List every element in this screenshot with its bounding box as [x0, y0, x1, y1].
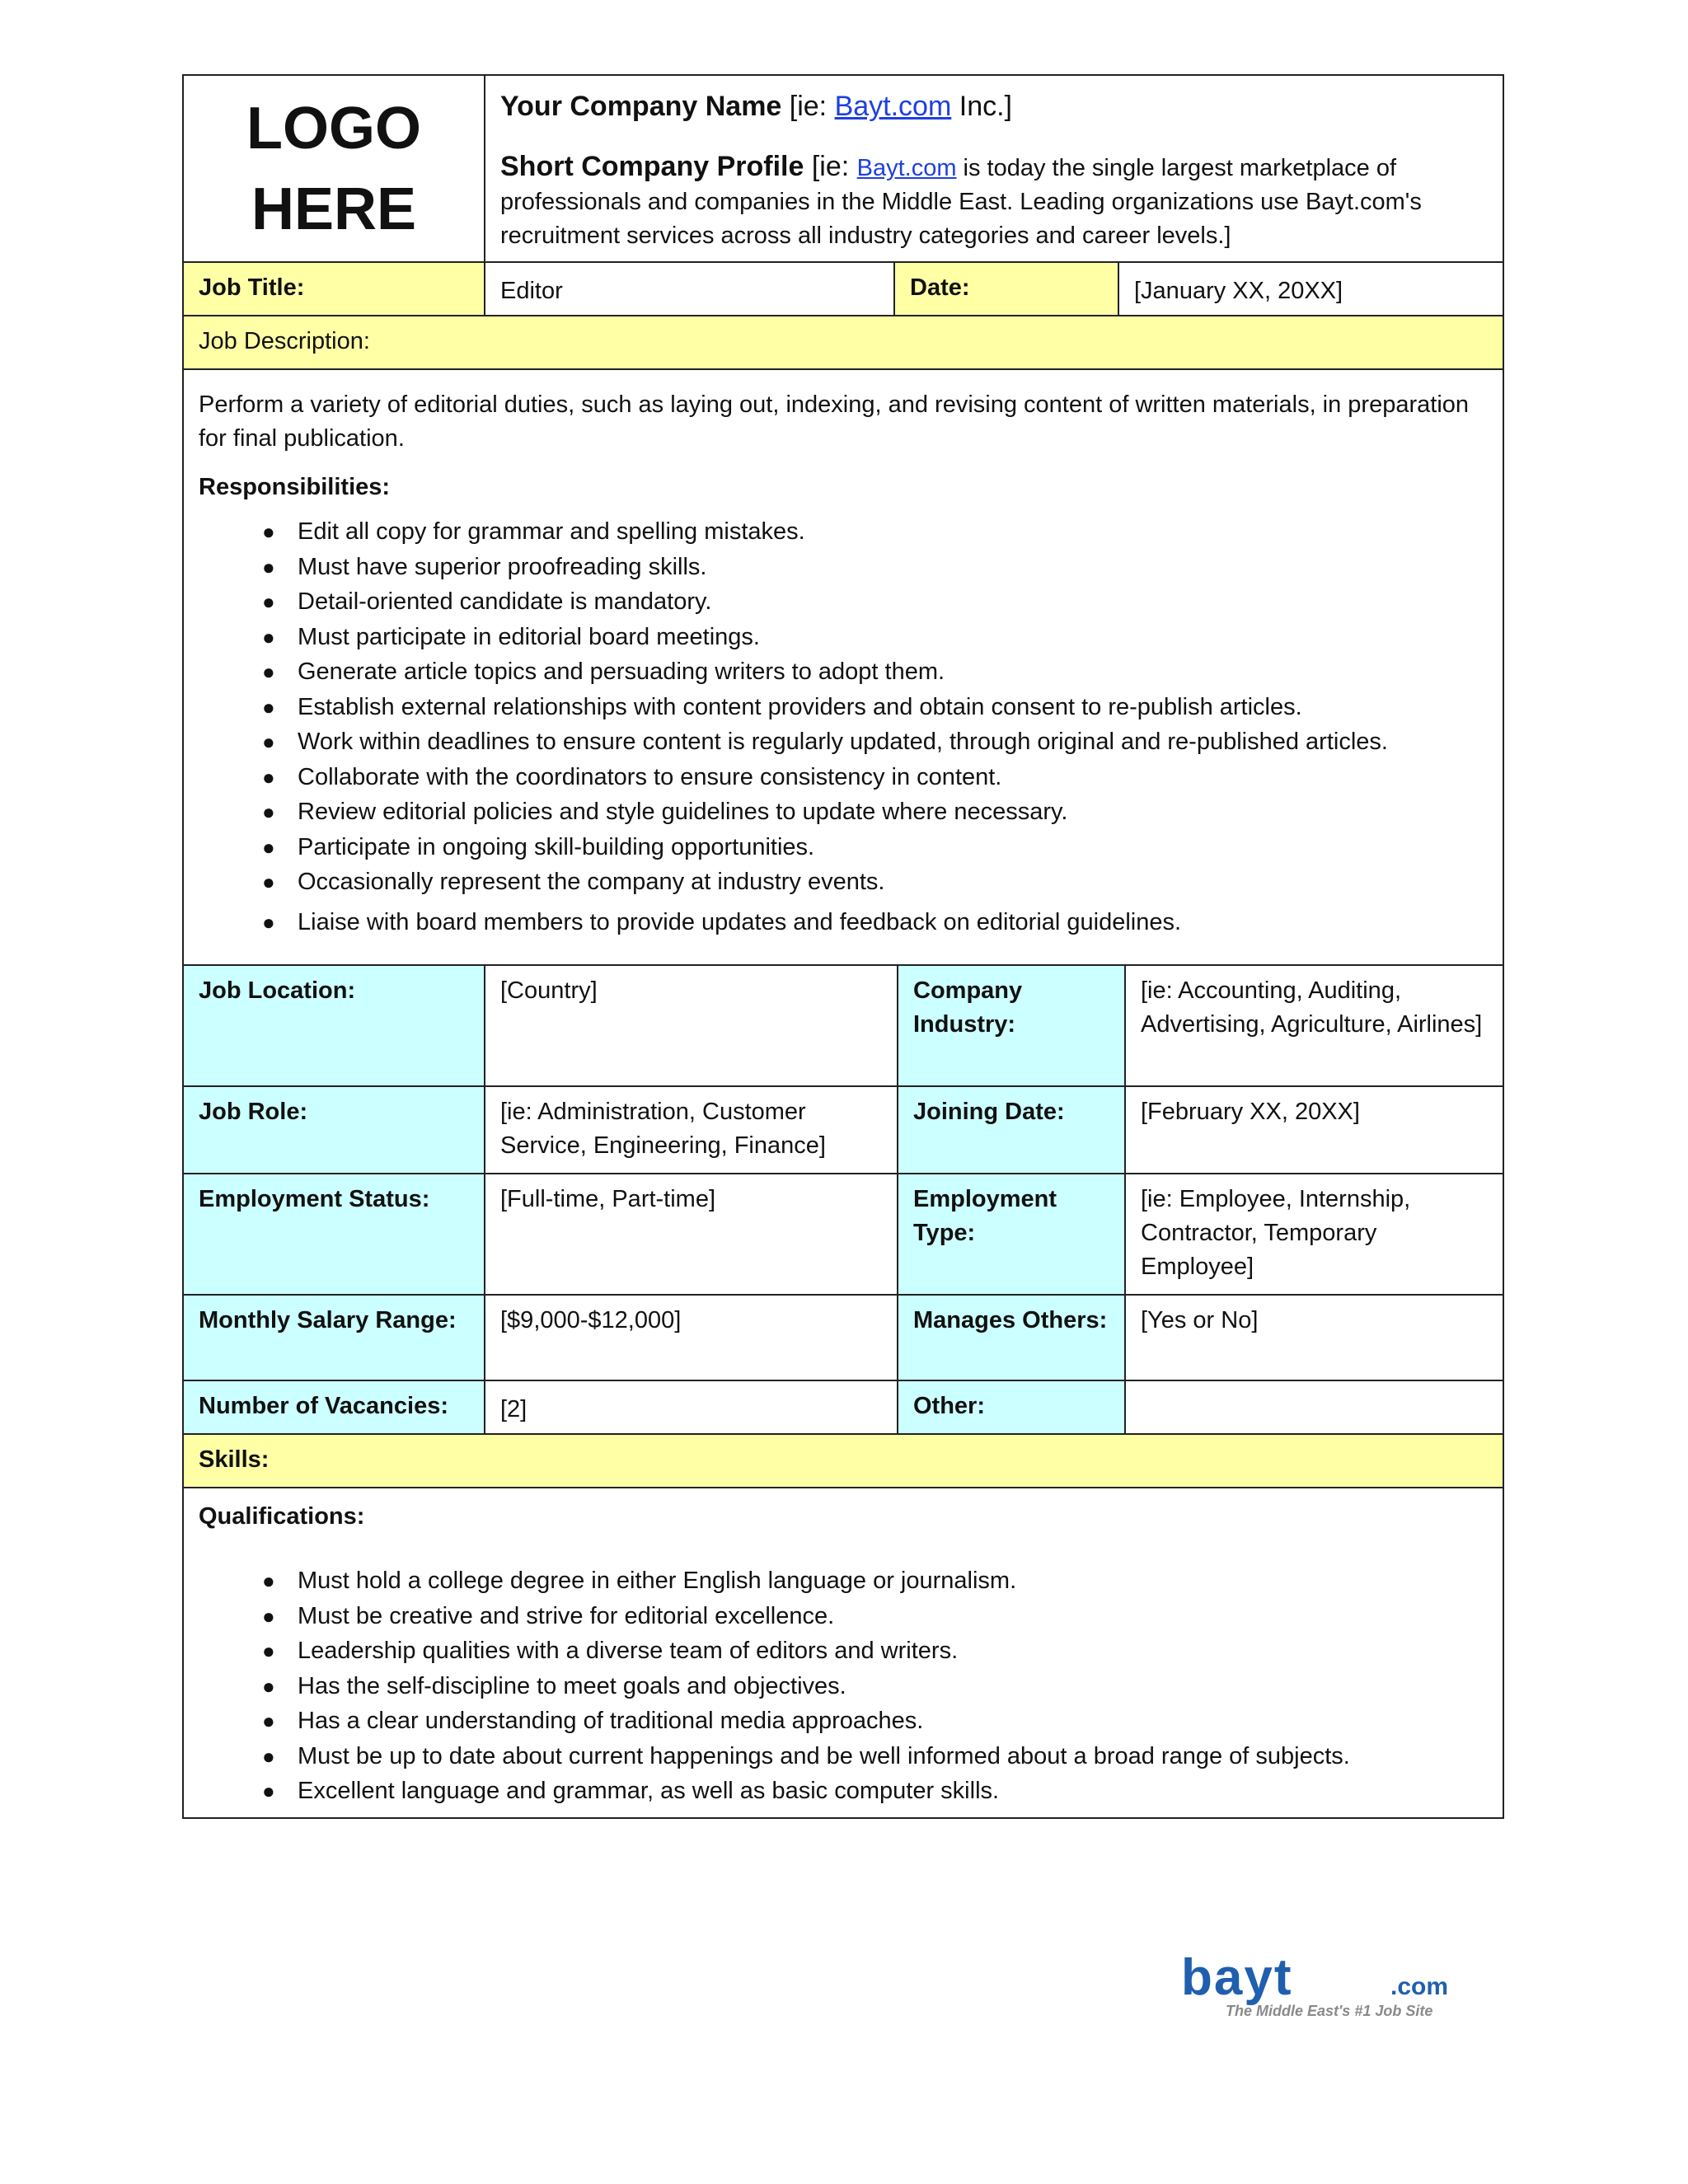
- details-row: [184, 1380, 1503, 1433]
- bullet-icon: ●: [262, 764, 275, 790]
- date-label: Date:: [893, 263, 1118, 315]
- job-description-label: Job Description:: [184, 316, 1503, 368]
- details-value-1: [2]: [484, 1381, 897, 1433]
- bullet-icon: ●: [262, 1568, 275, 1593]
- details-value-2: [February XX, 20XX]: [1124, 1087, 1503, 1173]
- details-label-2: Company Industry:: [897, 966, 1124, 1085]
- company-link[interactable]: Bayt.com: [834, 91, 952, 122]
- logo-placeholder: [184, 76, 484, 261]
- bullet-icon: ●: [262, 834, 275, 860]
- bullet-icon: ●: [262, 589, 275, 614]
- company-name: [500, 87, 1488, 125]
- list-item: ● Must participate in editorial board meetings.: [199, 620, 1488, 655]
- list-item: ● Excellent language and grammar, as well as basic computer skills.: [199, 1774, 1488, 1809]
- company-profile: [500, 150, 1488, 253]
- details-label-1: Number of Vacancies:: [184, 1381, 484, 1433]
- job-description-form: [182, 74, 1504, 1819]
- bullet-icon: ●: [262, 1638, 275, 1663]
- bullet-icon: ●: [262, 1603, 275, 1629]
- bullet-icon: ●: [262, 694, 275, 719]
- date-value: [January XX, 20XX]: [1118, 263, 1503, 315]
- job-summary: Perform a variety of editorial duties, such as laying out, indexing, and revising content of written materials, in preparation for final publication.: [199, 391, 1470, 452]
- bullet-icon: ●: [262, 519, 275, 544]
- bullet-icon: ●: [262, 869, 275, 894]
- list-item: ● Occasionally represent the company at industry events.: [199, 865, 1488, 900]
- title-row: [184, 261, 1503, 315]
- profile-text: is today the single largest marketplace of professionals and companies in the Middle East. Leading organizations use Bayt.com's recruitment services across all industry categories and career levels.]: [500, 155, 1422, 249]
- logo-line-1: LOGO: [246, 95, 421, 162]
- qualifications-body: [184, 1488, 1503, 1817]
- details-label-2: Employment Type:: [897, 1174, 1124, 1294]
- details-value-2: [ie: Accounting, Auditing, Advertising, Agriculture, Airlines]: [1124, 966, 1503, 1085]
- skills-row: [184, 1433, 1503, 1487]
- details-value-2: [1124, 1381, 1503, 1433]
- details-label-1: Monthly Salary Range:: [184, 1296, 484, 1380]
- bullet-icon: ●: [262, 1779, 275, 1803]
- bullet-icon: ●: [262, 659, 275, 684]
- details-row: [184, 1294, 1503, 1380]
- list-item: ● Review editorial policies and style guidelines to update where necessary.: [199, 794, 1488, 830]
- list-item: ● Has a clear understanding of traditional media approaches.: [199, 1704, 1488, 1739]
- details-value-2: [Yes or No]: [1124, 1296, 1503, 1380]
- job-description-body: [184, 370, 1503, 964]
- list-item: ● Liaise with board members to provide updates and feedback on editorial guidelines.: [199, 905, 1488, 940]
- details-row: [184, 1173, 1503, 1294]
- list-item: ● Work within deadlines to ensure content is regularly updated, through original and re-published articles.: [199, 724, 1488, 760]
- list-item: ● Detail-oriented candidate is mandatory.: [199, 584, 1488, 620]
- profile-pre: [ie:: [804, 151, 857, 182]
- list-item: ● Generate article topics and persuading writers to adopt them.: [199, 654, 1488, 690]
- list-item: ● Must be up to date about current happenings and be well informed about a broad range of subjects.: [199, 1739, 1488, 1774]
- details-label-2: Other:: [897, 1381, 1124, 1433]
- profile-label: Short Company Profile: [500, 151, 804, 182]
- details-value-1: [Country]: [484, 966, 897, 1085]
- list-item: ● Establish external relationships with content providers and obtain consent to re-publish articles.: [199, 690, 1488, 725]
- list-item: ● Must be creative and strive for editorial excellence.: [199, 1599, 1488, 1634]
- list-item: ● Collaborate with the coordinators to ensure consistency in content.: [199, 760, 1488, 795]
- details-label-1: Job Location:: [184, 966, 484, 1085]
- list-item: ● Participate in ongoing skill-building opportunities.: [199, 830, 1488, 865]
- details-value-2: [ie: Employee, Internship, Contractor, Temporary Employee]: [1124, 1174, 1503, 1294]
- qualifications-list: [199, 1563, 1488, 1809]
- qualifications-row: [184, 1487, 1503, 1817]
- header-row: [184, 76, 1503, 261]
- details-value-1: [Full-time, Part-time]: [484, 1174, 897, 1294]
- company-name-pre: [ie:: [781, 91, 835, 122]
- logo-line-2: HERE: [251, 176, 417, 242]
- skills-label: Skills:: [184, 1435, 1503, 1487]
- bullet-icon: ●: [262, 909, 275, 935]
- bayt-logo-wordmark: bayt: [1181, 1953, 1293, 2006]
- details-row: [184, 964, 1503, 1085]
- job-description-body-row: [184, 368, 1503, 964]
- responsibilities-label: Responsibilities:: [199, 474, 391, 500]
- bullet-icon: ●: [262, 799, 275, 824]
- list-item: ● Leadership qualities with a diverse team of editors and writers.: [199, 1633, 1488, 1669]
- details-label-2: Manages Others:: [897, 1296, 1124, 1380]
- bayt-logo-suffix: .com: [1390, 1973, 1449, 2000]
- company-name-label: Your Company Name: [500, 91, 782, 122]
- details-label-1: Job Role:: [184, 1087, 484, 1173]
- details-label-2: Joining Date:: [897, 1087, 1124, 1173]
- bullet-icon: ●: [262, 624, 275, 649]
- job-description-row: [184, 315, 1503, 368]
- qualifications-label: Qualifications:: [199, 1503, 365, 1530]
- bullet-icon: ●: [262, 729, 275, 754]
- list-item: ● Must have superior proofreading skills.: [199, 550, 1488, 585]
- profile-link[interactable]: Bayt.com: [856, 155, 957, 181]
- bullet-icon: ●: [262, 554, 275, 579]
- responsibilities-list: [199, 514, 1488, 940]
- details-row: [184, 1085, 1503, 1173]
- details-value-1: [$9,000-$12,000]: [484, 1296, 897, 1380]
- job-title-value: Editor: [484, 263, 893, 315]
- bullet-icon: ●: [262, 1743, 275, 1769]
- company-name-post: Inc.]: [951, 91, 1012, 122]
- job-title-label: Job Title:: [184, 263, 484, 315]
- details-value-1: [ie: Administration, Customer Service, Engineering, Finance]: [484, 1087, 897, 1173]
- list-item: ● Has the self-discipline to meet goals and objectives.: [199, 1669, 1488, 1704]
- bayt-logo: [1175, 1953, 1488, 2019]
- bullet-icon: ●: [262, 1708, 275, 1733]
- list-item: ● Edit all copy for grammar and spelling mistakes.: [199, 514, 1488, 550]
- bayt-tagline: The Middle East's #1 Job Site: [1226, 2003, 1433, 2019]
- list-item: ● Must hold a college degree in either English language or journalism.: [199, 1563, 1488, 1599]
- bullet-icon: ●: [262, 1673, 275, 1699]
- company-info: [484, 76, 1503, 261]
- details-label-1: Employment Status:: [184, 1174, 484, 1294]
